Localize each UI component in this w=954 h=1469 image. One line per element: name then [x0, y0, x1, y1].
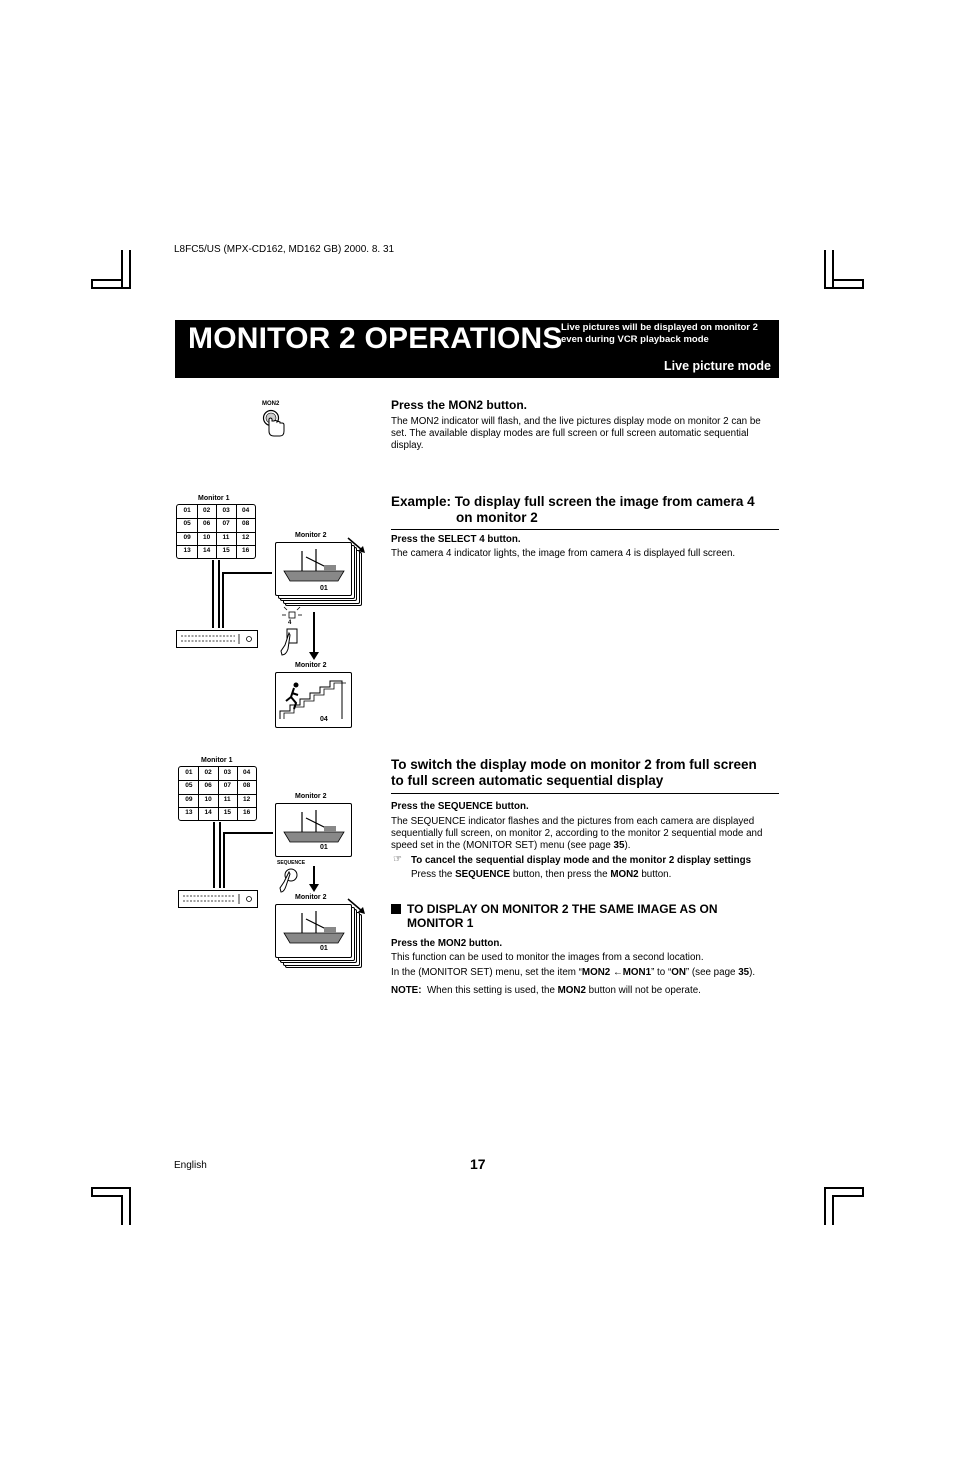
- footer-language: English: [174, 1160, 207, 1171]
- note-hand-icon: ☞: [393, 854, 402, 865]
- mon2-button-label: MON2: [262, 401, 280, 407]
- press-button-icon: [280, 605, 304, 657]
- camera-cell-label: 09: [183, 533, 191, 541]
- cable: [213, 822, 215, 888]
- arrow-down-icon: [309, 884, 319, 892]
- grid-line: [236, 505, 237, 558]
- cable: [223, 832, 273, 834]
- section3-text: The SEQUENCE indicator flashes and the pictures from each camera are displayed sequentially full screen, on monitor 2, according to the monitor 2 sequential mode and speed set in the (MONITOR SET) menu (see page 35).: [391, 816, 763, 851]
- camera-cell-label: 02: [203, 507, 211, 514]
- camera-cell-label: 08: [242, 520, 250, 528]
- cable: [218, 560, 220, 628]
- monitor1-grid: [176, 504, 256, 559]
- recorder-unit: [176, 630, 258, 648]
- section4-text1: This function can be used to monitor the images from a second location.: [391, 952, 704, 963]
- section4-step: Press the MON2 button.: [391, 938, 503, 949]
- section-bullet-square: [391, 904, 401, 914]
- camera-cell-label: 12: [242, 533, 250, 541]
- camera-number: 04: [320, 716, 328, 723]
- select-4-button-illustration: [280, 605, 304, 662]
- camera-cell-label: 06: [203, 520, 211, 528]
- section4-heading: TO DISPLAY ON MONITOR 2 THE SAME IMAGE AS ON MONITOR 1: [407, 902, 718, 930]
- camera-cell-label: 02: [204, 769, 212, 776]
- camera-cell-label: 15: [223, 808, 231, 816]
- camera-cell-label: 16: [243, 808, 251, 816]
- camera-cell-label: 04: [242, 507, 250, 514]
- banner-subtitle: Live pictures will be displayed on monitor 2 even during VCR playback mode: [561, 322, 758, 345]
- fig2-monitor1-label: Monitor 1: [201, 757, 233, 764]
- page-number: 17: [470, 1156, 486, 1172]
- divider: [391, 529, 779, 530]
- camera-cell-label: 14: [203, 546, 211, 554]
- flow-arrow-line: [313, 866, 315, 886]
- recorder-panel-icon: [179, 891, 257, 907]
- camera-cell-label: 07: [223, 782, 231, 790]
- ship-icon: [276, 808, 351, 848]
- camera-cell-label: 05: [185, 782, 193, 790]
- title-banner: [175, 320, 779, 378]
- staircase-person-icon: [276, 675, 351, 721]
- grid-line: [179, 794, 256, 795]
- cable: [219, 822, 221, 888]
- camera-cell-label: 12: [243, 795, 251, 803]
- cycle-arrow-icon: [346, 897, 368, 917]
- fig1-monitor1-label: Monitor 1: [198, 495, 230, 502]
- fig1-monitor2-label-a: Monitor 2: [295, 532, 327, 539]
- fig2-monitor2-label-a: Monitor 2: [295, 793, 327, 800]
- section2-heading: Example: To display full screen the image from camera 4 on monitor 2: [391, 494, 755, 525]
- fig2-monitor2-label-b: Monitor 2: [295, 894, 327, 901]
- cable: [222, 572, 272, 574]
- press-button-icon: [279, 866, 303, 894]
- divider: [391, 793, 779, 794]
- camera-cell-label: 03: [223, 769, 231, 776]
- page-title: MONITOR 2 OPERATIONS: [188, 322, 563, 355]
- camera-cell-label: 14: [204, 808, 212, 816]
- camera-cell-label: 10: [203, 533, 211, 541]
- section1-text: The MON2 indicator will flash, and the live pictures display mode on monitor 2 can be set. The available display modes are full screen or full screen automatic sequential display.: [391, 416, 761, 451]
- camera-cell-label: 07: [222, 520, 230, 528]
- mode-label: Live picture mode: [664, 359, 771, 373]
- camera-cell-label: 16: [242, 546, 250, 554]
- section3-heading: To switch the display mode on monitor 2 from full screen to full screen automatic sequential display: [391, 757, 757, 788]
- camera-number: 01: [320, 585, 328, 592]
- camera-cell-label: 01: [185, 769, 193, 776]
- camera-cell-label: 03: [222, 507, 230, 514]
- section3-note-text: Press the SEQUENCE button, then press the MON2 button.: [411, 869, 672, 880]
- section1-heading: Press the MON2 button.: [391, 398, 528, 412]
- ship-icon: [276, 909, 351, 949]
- camera-cell-label: 06: [204, 782, 212, 790]
- mon2-button-illustration: [262, 401, 279, 407]
- document-code: L8FC5/US (MPX-CD162, MD162 GB) 2000. 8. 31: [174, 244, 395, 255]
- camera-cell-label: 11: [223, 795, 231, 803]
- section4-text2: In the (MONITOR SET) menu, set the item “MON2 ←MON1” to “ON” (see page 35).: [391, 967, 756, 978]
- monitor2-screen-b: [275, 672, 352, 728]
- fig1-monitor2-label-b: Monitor 2: [295, 662, 327, 669]
- sequence-button-illustration: [277, 860, 305, 866]
- camera-cell-label: 04: [243, 769, 251, 776]
- section4-note: NOTE: When this setting is used, the MON2 button will not be operate.: [391, 985, 701, 996]
- camera-cell-label: 08: [243, 782, 251, 790]
- cable: [212, 560, 214, 628]
- recorder-panel-icon: [177, 631, 257, 647]
- camera-cell-label: 15: [222, 546, 230, 554]
- camera-cell-label: 05: [183, 520, 191, 528]
- press-button-icon: [262, 409, 292, 441]
- cycle-arrow-icon: [346, 536, 368, 556]
- camera-cell-label: 13: [185, 808, 193, 816]
- camera-cell-label: 10: [204, 795, 212, 803]
- camera-cell-label: 13: [183, 546, 191, 554]
- grid-line: [177, 532, 255, 533]
- grid-line: [179, 807, 256, 808]
- cable: [222, 572, 224, 628]
- flow-arrow-line: [313, 612, 315, 654]
- camera-cell-label: 11: [222, 533, 230, 541]
- sequence-button-label: SEQUENCE: [277, 860, 306, 866]
- camera-cell-label: 09: [185, 795, 193, 803]
- monitor2-screen-a: [275, 542, 352, 596]
- arrow-down-icon: [309, 652, 319, 660]
- camera-number: 01: [320, 844, 328, 851]
- ship-icon: [276, 547, 351, 587]
- section2-step: Press the SELECT 4 button.: [391, 534, 521, 545]
- section2-text: The camera 4 indicator lights, the image from camera 4 is displayed full screen.: [391, 548, 736, 559]
- grid-line: [237, 767, 238, 820]
- cable: [223, 832, 225, 888]
- section3-note-heading: To cancel the sequential display mode and the monitor 2 display settings: [411, 855, 752, 866]
- grid-line: [177, 545, 255, 546]
- monitor2-screen-a: [275, 803, 352, 857]
- monitor1-grid: [178, 766, 257, 821]
- section3-step: Press the SEQUENCE button.: [391, 801, 529, 812]
- recorder-unit: [178, 890, 258, 908]
- camera-number: 01: [320, 945, 328, 952]
- monitor2-screen-b: [275, 904, 352, 958]
- select-4-label: 4: [288, 620, 292, 626]
- camera-cell-label: 01: [183, 507, 191, 514]
